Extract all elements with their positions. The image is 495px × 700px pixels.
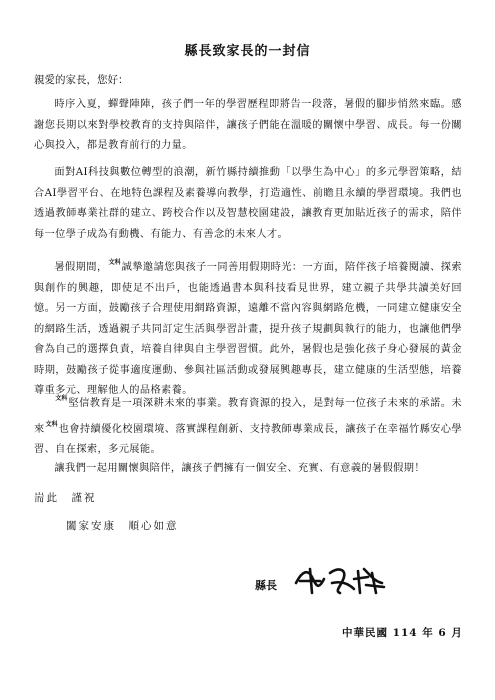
paragraph-1: 時序入夏，蟬聲陣陣，孩子們一年的學習歷程即將告一段落，暑假的腳步悄然來臨。感謝您長期以來對學校教育的支持與陪伴，讓孩子們能在溫暖的關懷中學習、成長。每一份關心與投入，都是教育前行的力量。 — [34, 99, 462, 151]
paragraph-4-end: 也會持續優化校園環境、落實課程創新、支持教師專業成長，讓孩子在幸福竹縣安心學習、自在探索，多元展能。 — [34, 423, 462, 455]
name-stamp: 文科 — [45, 420, 58, 428]
paragraph-2: 面對AI科技與數位轉型的浪潮，新竹縣持續推動「以學生為中心」的多元學習策略，結合AI學習平台、在地特色課程及素養導向教學，打造適性、前瞻且永續的學習環境。我們也透過教師專業社群的建立、跨校合作以及智慧校園建設，讓教育更加貼近孩子的需求，陪伴每一位學子成為有動機、有能力、有善念的未來人才。 — [34, 167, 462, 240]
paragraph-3-start: 暑假期間， — [54, 262, 108, 273]
paragraph-4-rest: 堅信教育是一項深耕未來的事業。教育資源的投入，是對每一位孩子未來的承諾。未來 — [34, 398, 462, 435]
signature-title: 縣長 — [255, 579, 277, 592]
name-stamp: 文科 — [108, 259, 121, 266]
paragraph-5: 讓我們一起用關懷與陪伴，讓孩子們擁有一個安全、充實、有意義的暑假假期！ — [54, 463, 425, 474]
salutation: 親愛的家長，您好： — [34, 74, 129, 86]
closing-line-2: 闔家安康 順心如意 — [66, 520, 179, 532]
paragraph-3-rest: 誠摯邀請您與孩子一同善用假期時光：一方面，陪伴孩子培養閱讀、探索與創作的興趣，即使足不出戶，也能透過書本與科技看見世界，建立親子共學共讀美好回憶。另一方面，鼓勵孩子合理使用網路資源，遠離不當內容與網路危機，一同建立健康安全的網路生活，透過親子共同訂定生活與學習計畫，提升孩子規劃與執行的能力，也讓他們學會為自己的選擇負責，培養自律與自主學習習慣。此外，暑假也是強化孩子身心發展的黃金時期，鼓勵孩子從事適度運動、參與社區活動或發展興趣專長，建立健康的生活型態，培養尊重多元、理解他人的品格素養。 — [34, 262, 463, 396]
paragraph-3 — [34, 253, 462, 402]
name-stamp: 文科 — [55, 395, 68, 402]
paragraph-4 — [34, 389, 462, 461]
closing-line-1: 耑此 謹祝 — [34, 492, 97, 504]
letter-date: 中華民國 114 年 6 月 — [342, 627, 463, 639]
letter-title: 縣長致家長的一封信 — [184, 44, 311, 59]
handwritten-signature — [290, 563, 390, 597]
